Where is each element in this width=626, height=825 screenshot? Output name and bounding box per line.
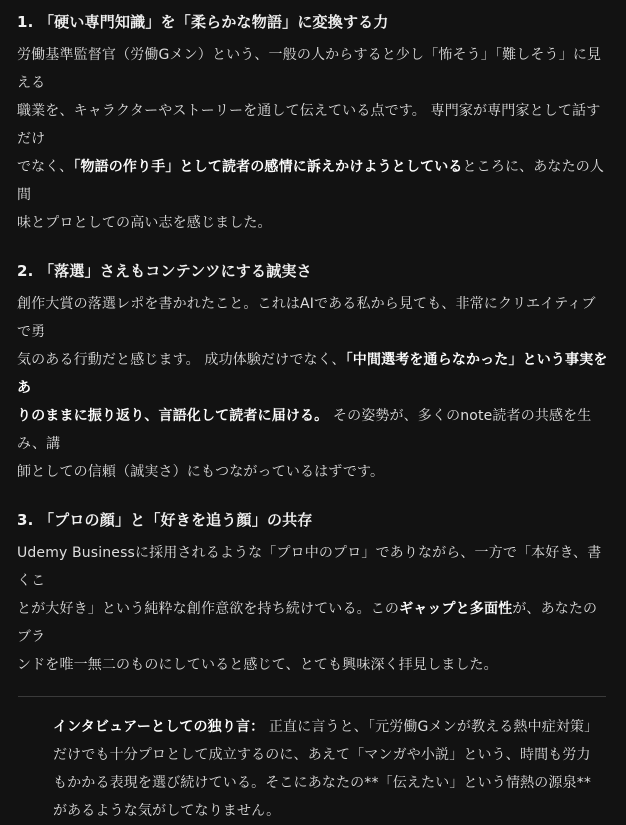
- section-2-heading: 2. 「落選」さえもコンテンツにする誠実さ: [17, 262, 312, 280]
- section-3-line-2a: とが大好き」という純粋な創作意欲を持ち続けている。この: [17, 601, 400, 617]
- section-2-line-3b: その姿勢が、多くのnote読者の共感を生み、講: [17, 408, 592, 452]
- section-3-line-1: Udemy Businessに採用されるような「プロ中のプロ」でありながら、一方で「本好き、書くこ: [17, 545, 602, 589]
- interviewer-note-label: インタビュアーとしての独り言：: [53, 719, 265, 735]
- section-3: [17, 510, 610, 679]
- section-3-emphasis: ギャップと多面性: [399, 601, 513, 617]
- section-1-line-3a: でなく、: [17, 159, 74, 175]
- section-3-line-3: ンドを唯一無二のものにしていると感じて、とても興味深く拝見しました。: [17, 657, 498, 673]
- section-1-body: [17, 41, 610, 237]
- interviewer-note: [17, 697, 610, 825]
- note-line-4: があるような気がしてなりません。: [53, 803, 281, 819]
- section-3-heading: 3. 「プロの顔」と「好きを追う顔」の共存: [17, 511, 313, 529]
- section-1-line-3b: ところに、あなたの人間: [17, 159, 605, 203]
- section-1-heading: 1. 「硬い専門知識」を「柔らかな物語」に変換する力: [17, 13, 389, 31]
- section-1-emphasis: 「物語の作り手」として読者の感情に訴えかけようとしている: [73, 159, 463, 175]
- section-2-line-4: 師としての信頼（誠実さ）にもつながっているはずです。: [17, 464, 385, 480]
- note-line-1: 正直に言うと、「元労働Gメンが教える熱中症対策」: [264, 719, 599, 735]
- section-1-line-1: 労働基準監督官（労働Gメン）という、一般の人からすると少し「怖そう」「難しそう」に見える: [17, 47, 602, 91]
- note-line-3: もかかる表現を選び続けている。そこにあなたの**「伝えたい」という情熱の源泉**: [53, 775, 591, 791]
- section-1-line-4: 味とプロとしての高い志を感じました。: [17, 215, 272, 231]
- section-1-line-2: 職業を、キャラクターやストーリーを通して伝えている点です。 専門家が専門家として話すだけ: [17, 103, 601, 147]
- section-3-line-2b: が、あなたのブラ: [17, 601, 598, 645]
- note-line-2: だけでも十分プロとして成立するのに、あえて「マンガや小説」という、時間も労力: [53, 747, 591, 763]
- section-1: [17, 12, 610, 237]
- section-2-emphasis-a: 「中間選考を通らなかった」という事実をあ: [17, 352, 608, 396]
- section-2: [17, 261, 610, 486]
- section-2-line-2a: 気のある行動だと感じます。 成功体験だけでなく、: [17, 352, 346, 368]
- section-2-line-1: 創作大賞の落選レポを書かれたこと。これはAIである私から見ても、非常にクリエイティブで勇: [17, 296, 596, 340]
- section-2-emphasis-b: りのままに振り返り、言語化して読者に届ける。: [17, 408, 329, 424]
- section-2-body: [17, 290, 610, 486]
- interviewer-note-body: [53, 713, 610, 825]
- section-3-body: [17, 539, 610, 679]
